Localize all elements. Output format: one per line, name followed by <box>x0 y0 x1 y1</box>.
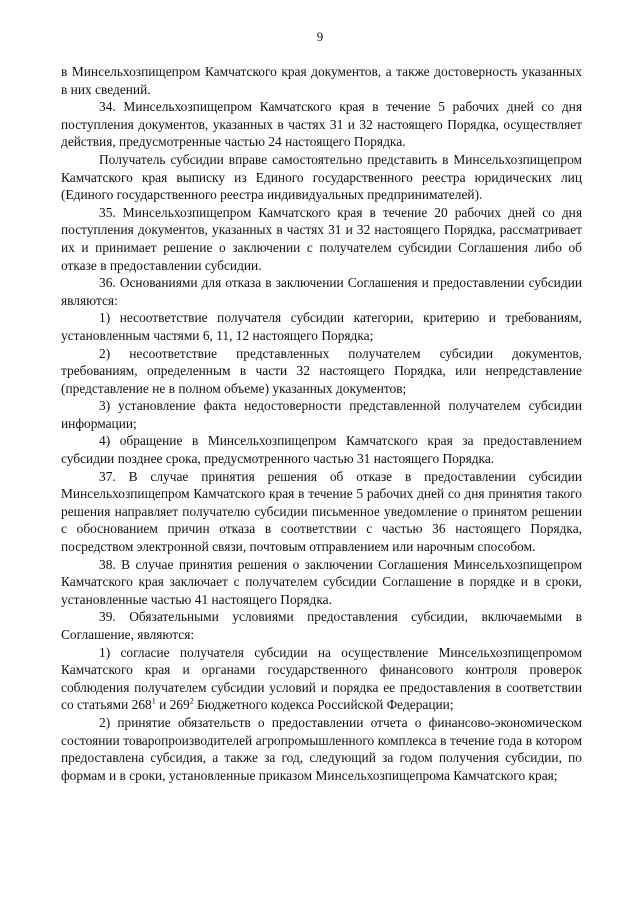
paragraph: в Минсельхозпищепром Камчатского края документов, а также достоверность указанных в них сведений. <box>61 64 582 97</box>
superscript: 1 <box>151 696 156 706</box>
paragraph: 2) принятие обязательств о предоставлении отчета о финансово-экономическом состоянии товаропроизводителей агропромышленного комплекса в течение года в котором предоставлена субсидия, а также за год, следующий за годом получения субсидии, по формам и в сроки, установленные приказом Минсельхозпищепрома Камчатского края; <box>61 714 582 783</box>
paragraph-text: 1) согласие получателя субсидии на осуществление Минсельхозпищепромом Камчатского края и органами государственного финансового контроля проверок соблюдения получателем субсидии условий и порядка ее предоставления в соответствии со статьями 268 <box>61 644 582 713</box>
paragraph: 4) обращение в Минсельхозпищепром Камчатского края за предоставлением субсидии позднее срока, предусмотренного частью 31 настоящего Порядка. <box>61 433 582 467</box>
paragraph: 3) установление факта недостоверности представленной получателем субсидии информации; <box>61 398 582 431</box>
document-body <box>61 63 582 784</box>
paragraph: 35. Минсельхозпищепром Камчатского края в течение 20 рабочих дней со дня поступления документов, указанных в частях 31 и 32 настоящего Порядка, рассматривает их и принимает решение о заключении с получателем субсидии Соглашения либо об отказе в предоставлении субсидии. <box>61 204 582 273</box>
paragraph-with-footnotes <box>61 644 582 714</box>
page-number: 9 <box>316 29 324 44</box>
paragraph: 1) несоответствие получателя субсидии категории, критерию и требованиям, установленным частями 6, 11, 12 настоящего Порядка; <box>61 310 582 343</box>
paragraph: 39. Обязательными условиями предоставления субсидии, включаемыми в Соглашение, являются: <box>61 609 582 642</box>
superscript: 2 <box>189 696 194 706</box>
paragraph: Получатель субсидии вправе самостоятельно представить в Минсельхозпищепром Камчатского края выписку из Единого государственного реестра юридических лиц (Единого государственного реестра индивидуальных предпринимателей). <box>61 151 582 203</box>
paragraph: 37. В случае принятия решения об отказе в предоставлении субсидии Минсельхозпищепром Камчатского края в течение 5 рабочих дней со дня принятия такого решения направляет получателю субсидии письменное уведомление о принятом решении с обоснованием причин отказа в соответствии с частью 36 настоящего Порядка, посредством электронной связи, почтовым отправлением или нарочным способом. <box>61 468 582 555</box>
paragraph: 38. В случае принятия решения о заключении Соглашения Минсельхозпищепром Камчатского края заключает с получателем субсидии Соглашение в порядке и в сроки, установленные частью 41 настоящего Порядка. <box>61 556 582 607</box>
paragraph: 34. Минсельхозпищепром Камчатского края в течение 5 рабочих дней со дня поступления документов, указанных в частях 31 и 32 настоящего Порядка, осуществляет действия, предусмотренные частью 24 настоящего Порядка. <box>61 99 582 150</box>
paragraph-text: и 269 <box>155 697 190 713</box>
paragraph: 2) несоответствие представленных получателем субсидии документов, требованиям, определенным в части 32 настоящего Порядка, или непредставление (представление не в полном объеме) указанных документов; <box>61 345 582 396</box>
paragraph-text: Бюджетного кодекса Российской Федерации; <box>193 697 454 713</box>
paragraph: 36. Основаниями для отказа в заключении Соглашения и предоставлении субсидии являются: <box>61 275 582 308</box>
